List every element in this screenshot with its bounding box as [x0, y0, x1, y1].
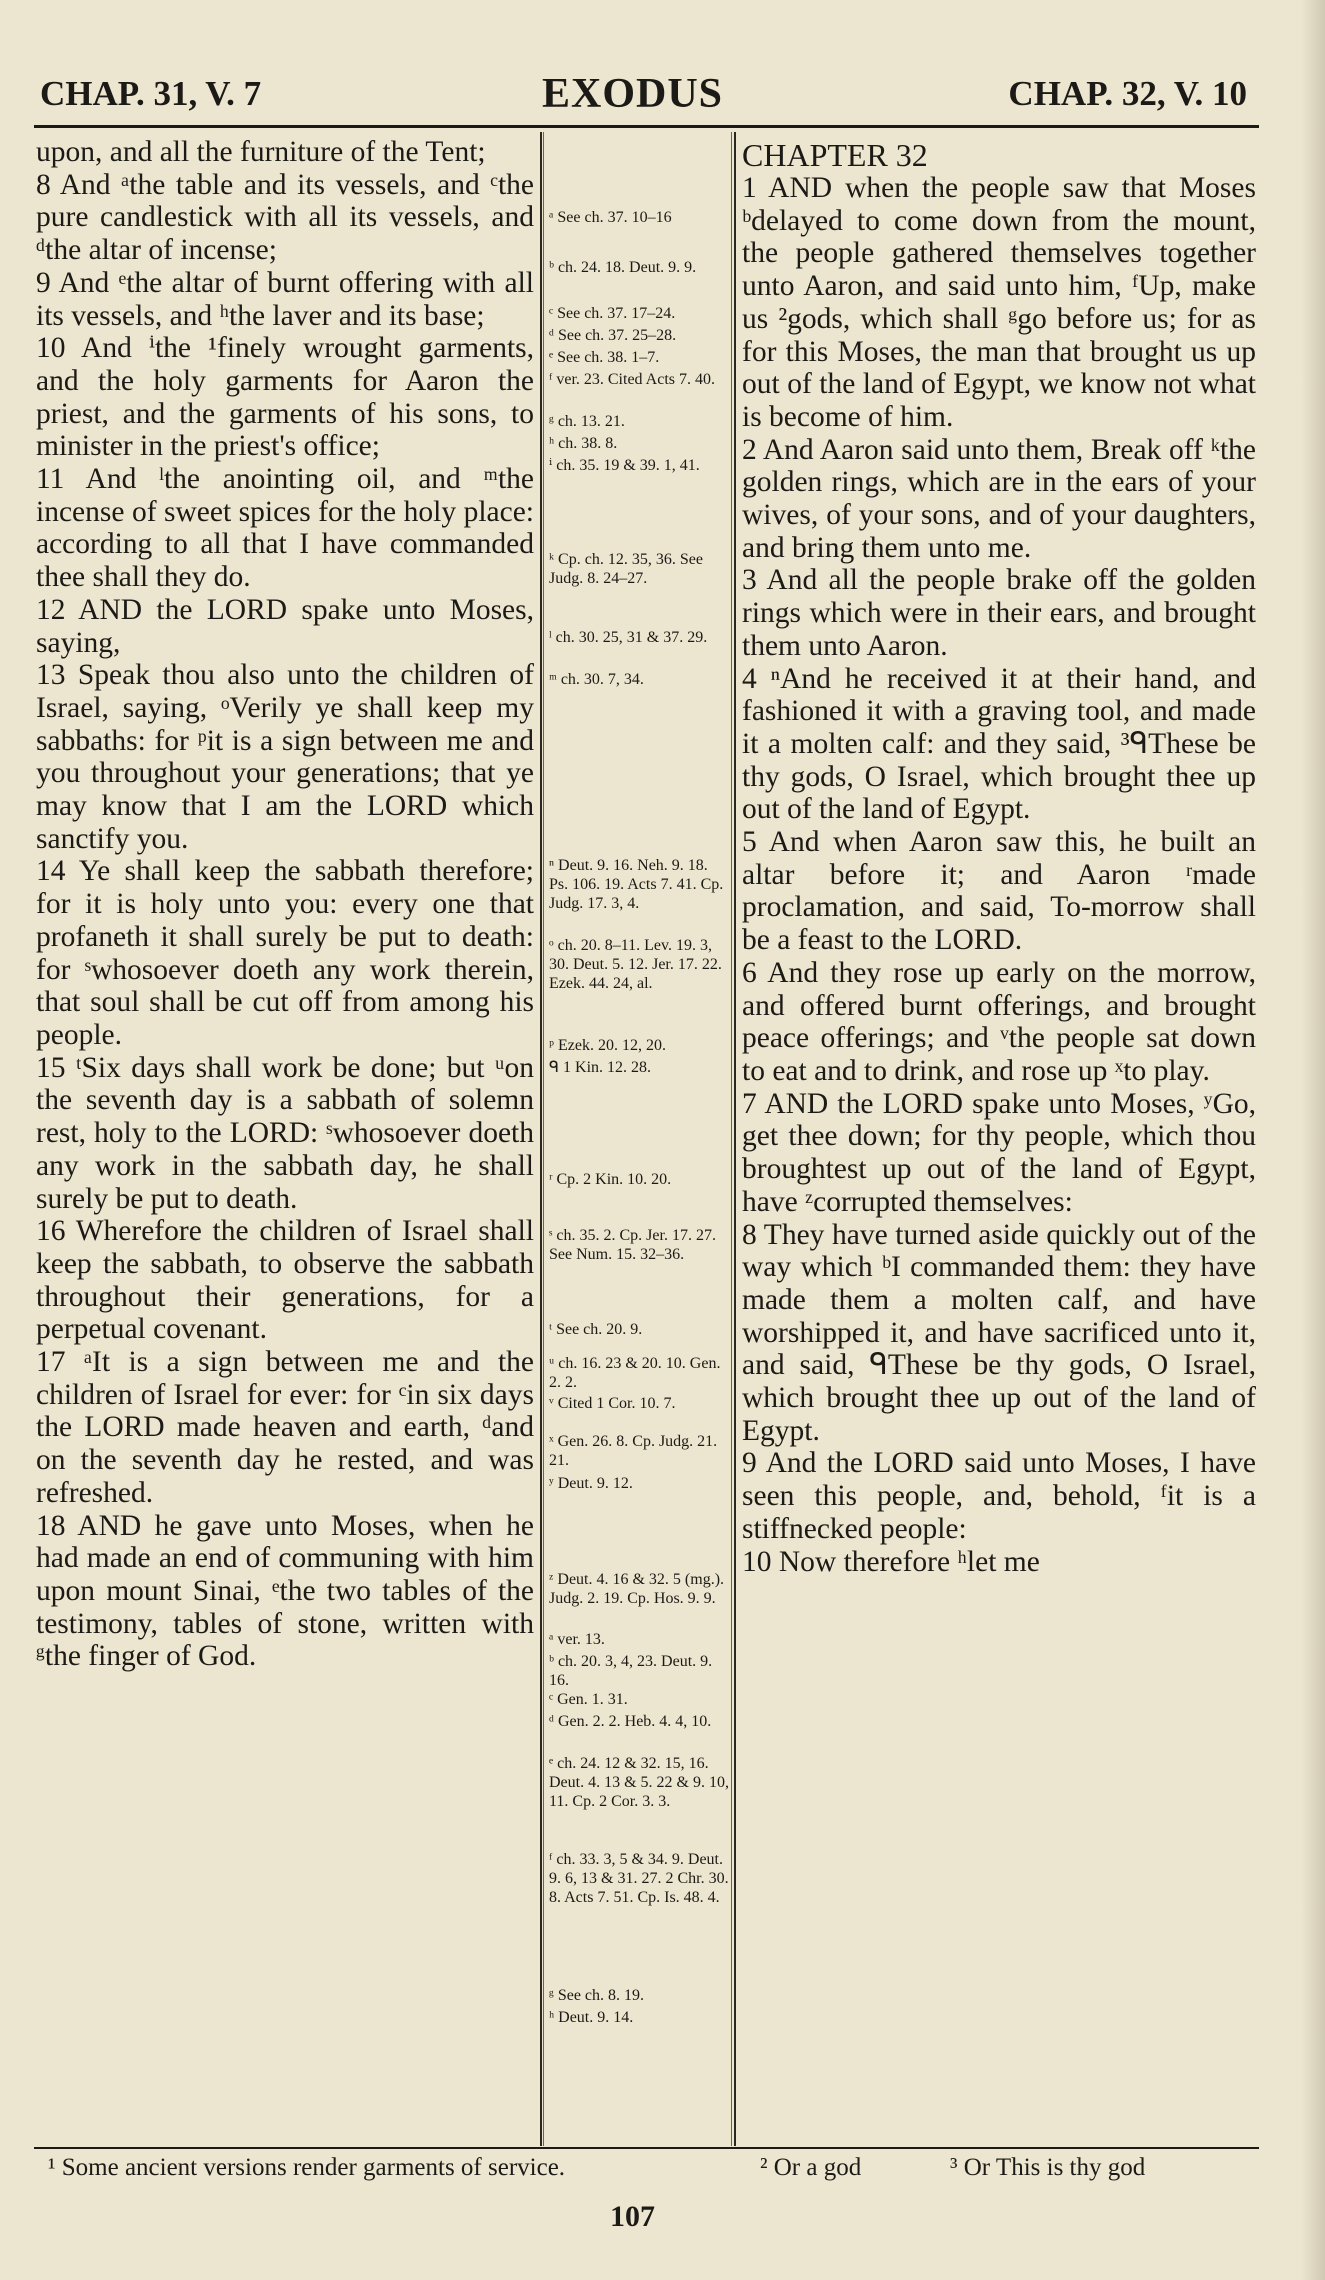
verse: 17 ᵃIt is a sign between me and the children of Israel for ever: for ᶜin six days the LORD made heaven and earth, ᵈand on the seventh day he rested, and was refreshed. — [36, 1346, 534, 1509]
verse: 16 Wherefore the children of Israel shall keep the sabbath, to observe the sabbath throughout their generations, for a perpetual covenant. — [36, 1215, 534, 1346]
cross-reference-column — [549, 136, 729, 2146]
verse: upon, and all the furniture of the Tent; — [36, 136, 486, 168]
footnote: ² Or a god — [760, 2154, 862, 2181]
cross-reference: ᵒ ch. 20. 8–11. Lev. 19. 3, 30. Deut. 5. 12. Jer. 17. 22. Ezek. 44. 24, al. — [549, 937, 722, 992]
cross-reference: ᵏ Cp. ch. 12. 35, 36. See Judg. 8. 24–27. — [549, 551, 703, 587]
verse: 8 They have turned aside quickly out of the way which ᵇI commanded them: they have made them a molten calf, and have worshipped it, and have sacrificed unto it, and said, ᑫThese be thy gods, O Israel, which brought thee up out of the land of Egypt. — [742, 1218, 1256, 1447]
cross-reference: ᑫ 1 Kin. 12. 28. — [549, 1059, 652, 1076]
verse: 7 AND the LORD spake unto Moses, ʸGo, get thee down; for thy people, which thou broughtest up out of the land of Egypt, have ᶻcorrupted themselves: — [742, 1087, 1256, 1218]
verse: 12 AND the LORD spake unto Moses, saying, — [36, 593, 534, 659]
cross-reference: ᵇ ch. 20. 3, 4, 23. Deut. 9. 16. — [549, 1653, 713, 1689]
verse: 10 Now therefore ʰlet me — [742, 1545, 1040, 1578]
verse: 18 AND he gave unto Moses, when he had made an end of communing with him upon mount Sinai, ᵉthe two tables of the testimony, tables of stone, written with ᵍthe finger of God. — [36, 1509, 534, 1673]
footnote-rule — [34, 2147, 1259, 2149]
cross-reference: ᵉ See ch. 38. 1–7. — [549, 349, 660, 366]
verse: 5 And when Aaron saw this, he built an altar before it; and Aaron ʳmade proclamation, and said, To-morrow shall be a feast to the LORD. — [742, 826, 1256, 957]
column-rule-left-inner — [543, 132, 544, 2146]
chapter-heading: CHAPTER 32 — [742, 137, 928, 173]
verse: 9 And ᵉthe altar of burnt offering with all its vessels, and ʰthe laver and its base; — [36, 266, 534, 332]
verse: 14 Ye shall keep the sabbath therefore; for it is holy unto you: every one that profaneth it shall surely be put to death: for ˢwhosoever doeth any work therein, that soul shall be cut off from among his people. — [36, 855, 534, 1051]
verse: 15 ᵗSix days shall work be done; but ᵘon the seventh day is a sabbath of solemn rest, holy to the LORD: ˢwhosoever doeth any work in the sabbath day, he shall surely be put to death. — [36, 1051, 534, 1215]
running-header-right: CHAP. 32, V. 10 — [1008, 74, 1247, 113]
column-rule-left — [540, 132, 542, 2146]
cross-reference: ʰ ch. 38. 8. — [549, 435, 618, 452]
cross-reference: ᵈ See ch. 37. 25–28. — [549, 327, 677, 344]
cross-reference: ʸ Deut. 9. 12. — [549, 1475, 633, 1492]
cross-reference: ˢ ch. 35. 2. Cp. Jer. 17. 27. See Num. 15. 32–36. — [549, 1227, 716, 1263]
verse: 11 And ˡthe anointing oil, and ᵐthe incense of sweet spices for the holy place: according to all that I have commanded thee shall they do. — [36, 463, 534, 594]
footnote: ¹ Some ancient versions render garments of service. — [48, 2154, 566, 2181]
cross-reference: ʳ Cp. 2 Kin. 10. 20. — [549, 1171, 672, 1188]
cross-reference: ⁿ Deut. 9. 16. Neh. 9. 18. Ps. 106. 19. Acts 7. 41. Cp. Judg. 17. 3, 4. — [549, 857, 724, 912]
verse: 13 Speak thou also unto the children of Israel, saying, ᵒVerily ye shall keep my sabbaths: for ᵖit is a sign between me and you throughout your generations; that ye may know that I am the LORD which sanctify you. — [36, 659, 534, 855]
footnote: ³ Or This is thy god — [950, 2154, 1146, 2181]
verse: 6 And they rose up early on the morrow, and offered burnt offerings, and brought peace offerings; and ᵛthe people sat down to eat and to drink, and rose up ˣto play. — [742, 956, 1256, 1087]
cross-reference: ᵐ ch. 30. 7, 34. — [549, 671, 644, 688]
column-rule-right — [734, 132, 736, 2146]
verse: 9 And the LORD said unto Moses, I have seen this people, and, behold, ᶠit is a stiffnecked people: — [742, 1447, 1256, 1545]
cross-reference: ᵉ ch. 24. 12 & 32. 15, 16. Deut. 4. 13 & 5. 22 & 9. 10, 11. Cp. 2 Cor. 3. 3. — [549, 1755, 729, 1810]
cross-reference: ᶜ Gen. 1. 31. — [549, 1691, 628, 1708]
cross-reference: ᵇ ch. 24. 18. Deut. 9. 9. — [549, 259, 697, 276]
running-header-left: CHAP. 31, V. 7 — [40, 74, 262, 113]
cross-reference: ᵃ ver. 13. — [549, 1631, 605, 1648]
cross-reference: ᵛ Cited 1 Cor. 10. 7. — [549, 1395, 676, 1412]
column-rule-right-inner — [731, 132, 732, 2146]
cross-reference: ᵍ See ch. 8. 19. — [549, 1987, 645, 2004]
book-title: EXODUS — [541, 71, 724, 117]
verse: 3 And all the people brake off the golden rings which were in their ears, and brought them unto Aaron. — [742, 564, 1256, 662]
verse: 4 ⁿAnd he received it at their hand, and fashioned it with a graving tool, and made it a molten calf: and they said, ³ᑫThese be thy gods, O Israel, which brought thee up out of the land of Egypt. — [742, 662, 1256, 826]
text-column-left — [36, 136, 534, 1673]
verse: 10 And ⁱthe ¹finely wrought garments, and the holy garments for Aaron the priest, and the garments of his sons, to minister in the priest's office; — [36, 332, 534, 463]
page-number: 107 — [610, 2200, 655, 2233]
cross-reference: ᶠ ver. 23. Cited Acts 7. 40. — [549, 371, 715, 388]
cross-reference: ᶜ See ch. 37. 17–24. — [549, 305, 676, 322]
page-gutter-shadow — [1301, 0, 1325, 2280]
cross-reference: ᵍ ch. 13. 21. — [549, 413, 625, 430]
cross-reference: ⁱ ch. 35. 19 & 39. 1, 41. — [549, 457, 700, 474]
cross-reference: ᶠ ch. 33. 3, 5 & 34. 9. Deut. 9. 6, 13 & 31. 27. 2 Chr. 30. 8. Acts 7. 51. Cp. Is. 48. 4. — [549, 1851, 729, 1906]
cross-reference: ˣ Gen. 26. 8. Cp. Judg. 21. 21. — [549, 1433, 718, 1469]
cross-reference: ᵖ Ezek. 20. 12, 20. — [549, 1037, 666, 1054]
verse: 2 And Aaron said unto them, Break off ᵏthe golden rings, which are in the ears of your wives, of your sons, and of your daughters, and bring them unto me. — [742, 433, 1256, 564]
cross-reference: ᵗ See ch. 20. 9. — [549, 1321, 643, 1338]
verse: 1 AND when the people saw that Moses ᵇdelayed to come down from the mount, the people gathered themselves together unto Aaron, and said unto him, ᶠUp, make us ²gods, which shall ᵍgo before us; for as for this Moses, the man that brought us up out of the land of Egypt, we know not what is become of him. — [742, 172, 1256, 433]
cross-reference: ˡ ch. 30. 25, 31 & 37. 29. — [549, 629, 708, 646]
cross-reference: ᶻ Deut. 4. 16 & 32. 5 (mg.). Judg. 2. 19. Cp. Hos. 9. 9. — [549, 1571, 725, 1607]
verse: 8 And ᵃthe table and its vessels, and ᶜthe pure candlestick with all its vessels, and ᵈthe altar of incense; — [36, 168, 534, 267]
cross-reference: ʰ Deut. 9. 14. — [549, 2009, 634, 2026]
cross-reference: ᵃ See ch. 37. 10–16 — [549, 209, 672, 226]
cross-reference: ᵈ Gen. 2. 2. Heb. 4. 4, 10. — [549, 1713, 712, 1730]
header-rule — [34, 125, 1259, 128]
cross-reference: ᵘ ch. 16. 23 & 20. 10. Gen. 2. 2. — [549, 1355, 721, 1391]
text-column-right — [742, 136, 1256, 1578]
